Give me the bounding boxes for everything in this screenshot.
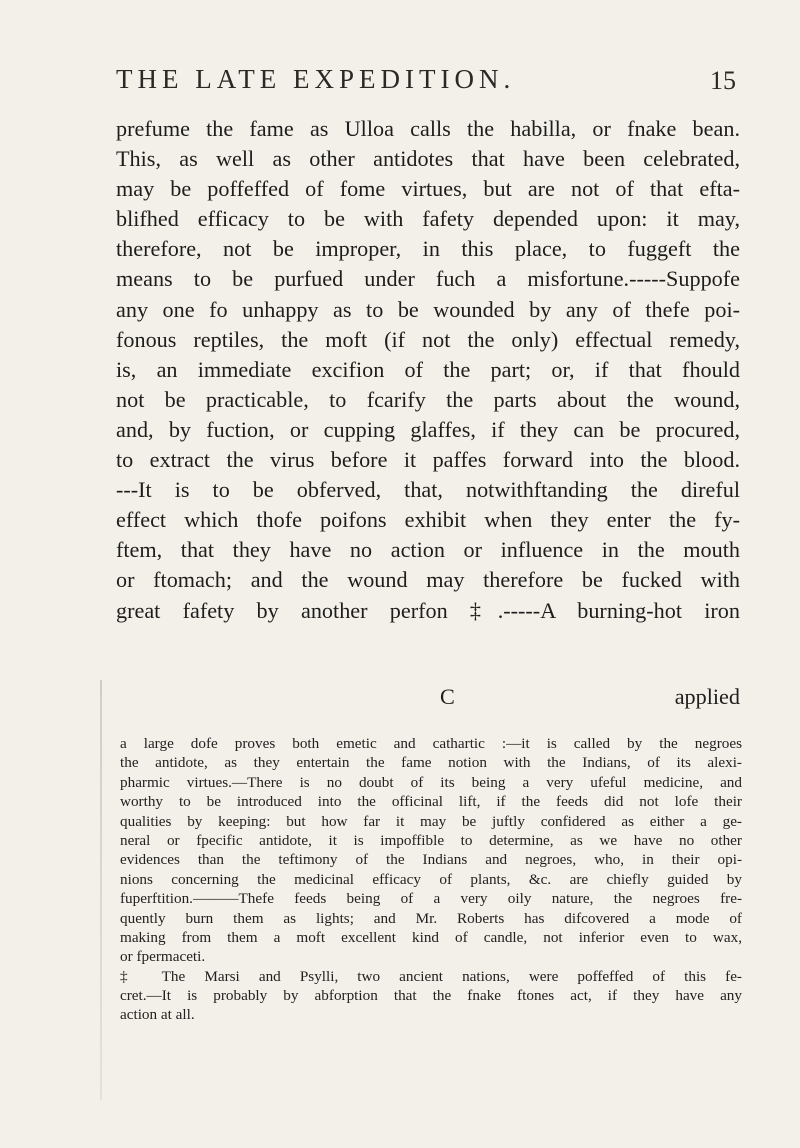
- footnote-line: making from them a moft excellent kind of candle, not inferior even to wax,: [120, 928, 742, 946]
- body-line: This, as well as other antidotes that have been celebrated,: [116, 146, 740, 172]
- footnote-line: or fpermaceti.: [120, 948, 206, 966]
- running-title: THE LATE EXPEDITION.: [116, 64, 516, 94]
- body-line: ftem, that they have no action or influence in the mouth: [116, 537, 740, 563]
- footnote-line: quently burn them as lights; and Mr. Roberts has difcovered a mode of: [120, 909, 742, 927]
- footnote-line: neral or fpecific antidote, it is impoffible to determine, as we have no other: [120, 831, 742, 849]
- page-header: [116, 60, 736, 104]
- footnote-line: action at all.: [120, 1006, 195, 1024]
- footnote-line: the antidote, as they entertain the fame notion with the Indians, of its alexi-: [120, 754, 742, 772]
- footnote-line: pharmic virtues.—There is no doubt of its being a very ufeful medicine, and: [120, 773, 742, 791]
- footnote-line: worthy to be introduced into the officinal lift, if the feeds did not lofe their: [120, 793, 742, 811]
- body-line: fonous reptiles, the moft (if not the only) effectual remedy,: [116, 326, 740, 352]
- footnote-line: qualities by keeping: but how far it may be juftly confidered as either a ge-: [120, 812, 742, 830]
- body-line: is, an immediate excifion of the part; or, if that fhould: [116, 356, 740, 382]
- body-line: to extract the virus before it paffes forward into the blood.: [116, 447, 740, 473]
- footnote-line: fuperftition.———Thefe feeds being of a very oily nature, the negroes fre-: [120, 890, 742, 908]
- footnote-line: cret.—It is probably by abforption that the fnake ftones act, if they have any: [120, 987, 742, 1005]
- signature-line: [116, 684, 740, 712]
- body-line: may be poffeffed of fome virtues, but are not of that efta-: [116, 176, 740, 202]
- footnote-line: nions concerning the medicinal efficacy of plants, &c. are chiefly guided by: [120, 870, 742, 888]
- body-line: or ftomach; and the wound may therefore be fucked with: [116, 567, 740, 593]
- body-line: ---It is to be obferved, that, notwithftanding the direful: [116, 477, 740, 503]
- footnote-line: ‡ The Marsi and Psylli, two ancient nations, were poffeffed of this fe-: [120, 967, 742, 985]
- body-line: not be practicable, to fcarify the parts about the wound,: [116, 386, 740, 412]
- body-line: blifhed efficacy to be with fafety depended upon: it may,: [116, 206, 740, 232]
- body-line: and, by fuction, or cupping glaffes, if they can be procured,: [116, 416, 740, 442]
- body-line: effect which thofe poifons exhibit when they enter the fy-: [116, 507, 740, 533]
- body-line: great fafety by another perfon ‡.-----A burning-hot iron: [116, 597, 740, 623]
- footnote-line: evidences than the teftimony of the Indians and negroes, who, in their opi-: [120, 851, 742, 869]
- page-edge-shadow: [100, 680, 102, 1100]
- body-line: therefore, not be improper, in this place, to fuggeft the: [116, 236, 740, 262]
- footnotes: [120, 734, 742, 1025]
- main-text: [116, 114, 740, 626]
- footnote-line: a large dofe proves both emetic and cathartic :—it is called by the negroes: [120, 735, 742, 752]
- catchword: applied: [674, 684, 740, 709]
- body-line: prefume the fame as Ulloa calls the habilla, or fnake bean.: [116, 116, 740, 141]
- body-line: means to be purfued under fuch a misfortune.-----Suppofe: [116, 266, 740, 292]
- body-line: any one fo unhappy as to be wounded by any of thefe poi-: [116, 296, 740, 322]
- page-number: 15: [710, 66, 736, 95]
- signature-mark: C: [440, 684, 455, 709]
